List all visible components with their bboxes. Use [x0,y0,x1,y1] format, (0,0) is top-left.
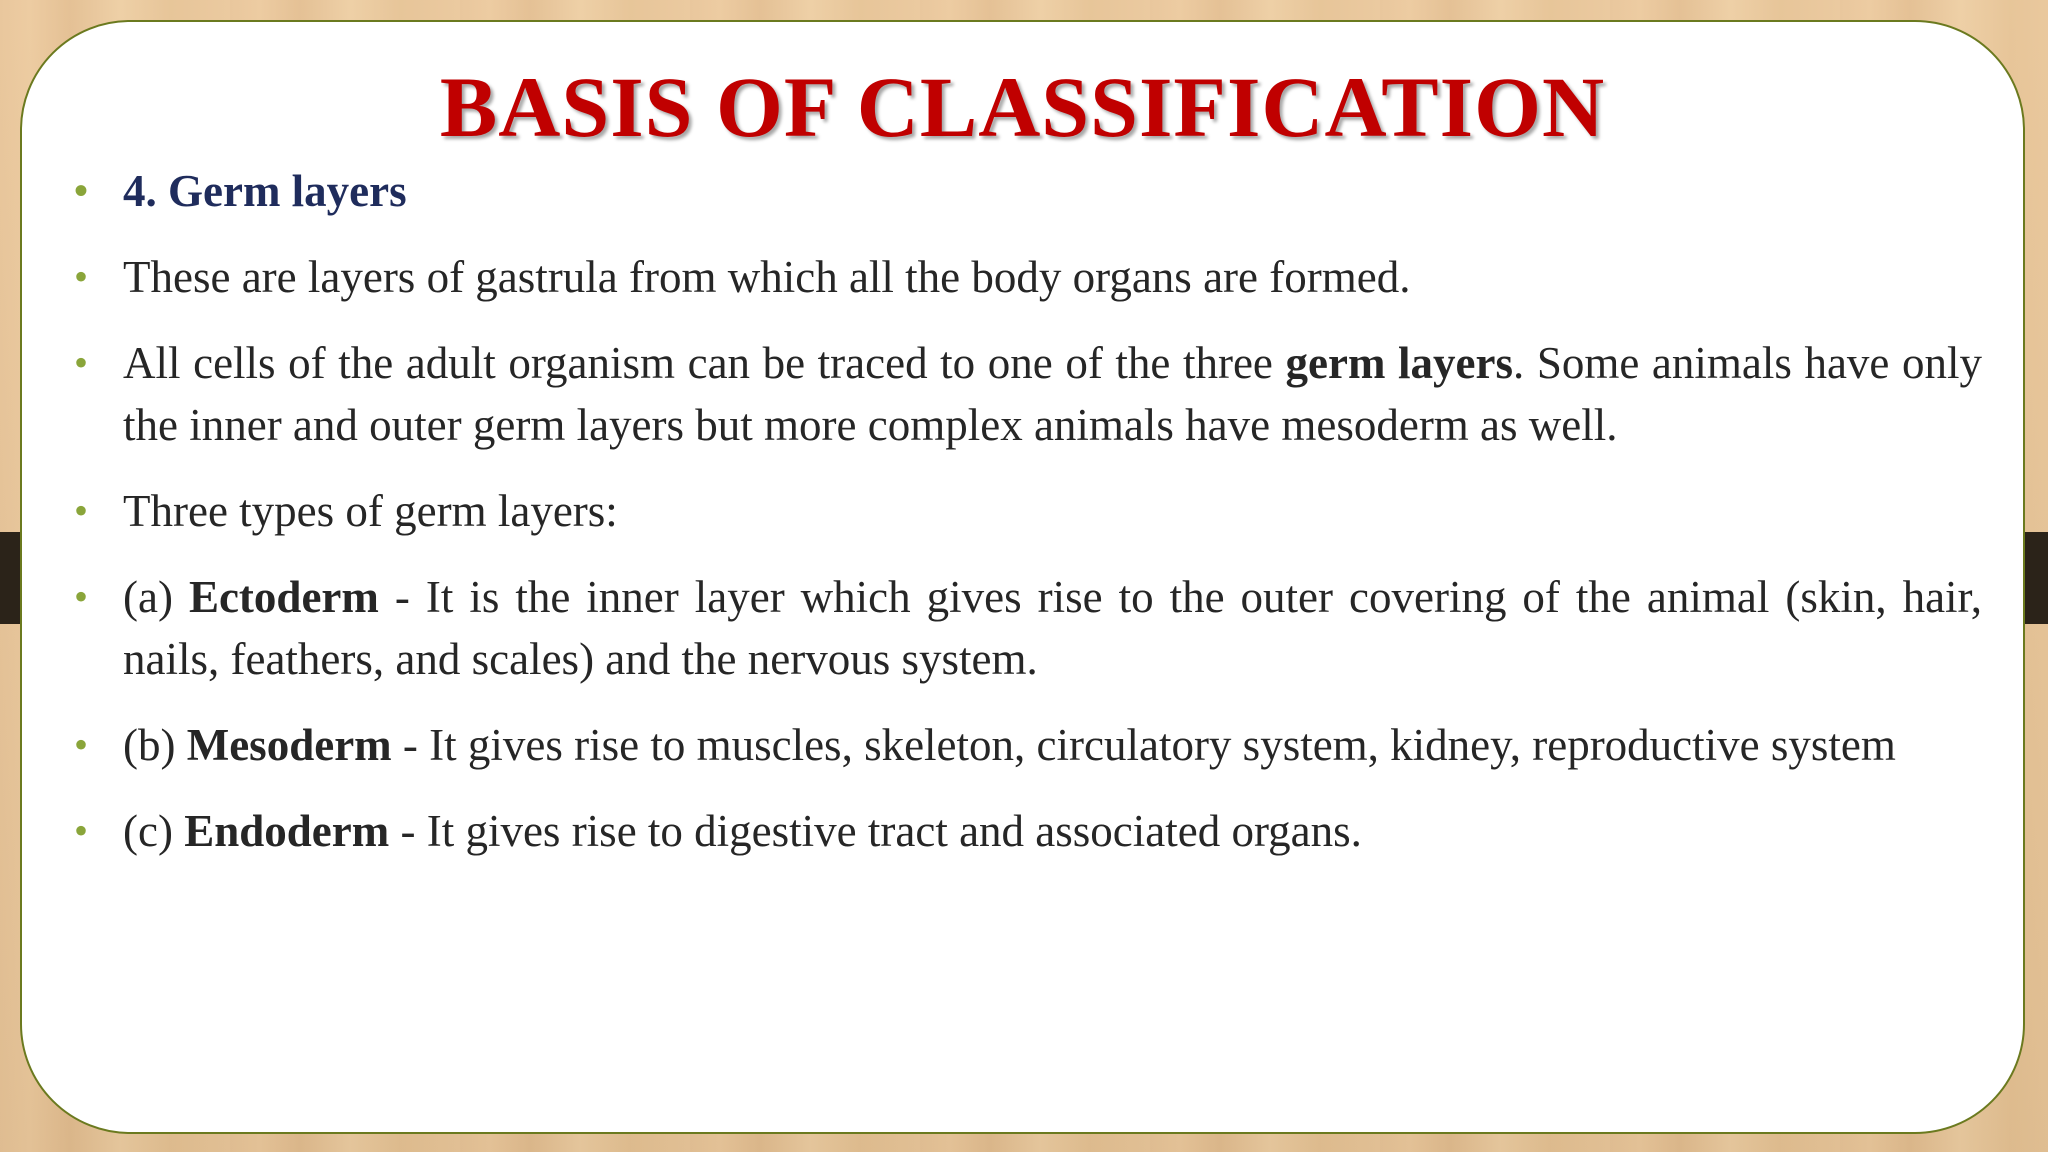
bullet-text-post: - It is the inner layer which gives rise to the outer covering of the animal (skin, hair, nails, feathers, and scales) and the nervous system. [123,572,1982,684]
bullet-text-bold: Ectoderm [188,572,379,622]
bullet-text: 4. Germ layers [123,166,407,216]
bullet-text: These are layers of gastrula from which all the body organs are formed. [123,252,1411,302]
bullet-item-ectoderm [74,566,1982,690]
bullet-text-post: - It gives rise to digestive tract and associated organs. [389,806,1362,856]
bullet-list [74,160,1982,886]
slide-card [20,20,2025,1134]
bullet-dot-icon: • [74,808,89,853]
bullet-text-bold: germ layers [1285,338,1513,388]
bullet-dot-icon: • [74,254,89,299]
bullet-text: Three types of germ layers: [123,486,618,536]
bullet-dot-icon: • [74,488,89,533]
bullet-text-pre: (a) [123,572,189,622]
bullet-dot-icon: • [74,574,89,619]
bullet-dot-icon: • [74,340,89,385]
bullet-text-bold: Mesoderm [186,720,392,770]
bullet-item-three-types [74,480,1982,542]
bullet-text-pre: (c) [123,806,185,856]
bullet-item-endoderm [74,800,1982,862]
bullet-text-pre: All cells of the adult organism can be traced to one of the three [123,338,1286,388]
bullet-text-post: . Some animals have only the inner and outer germ layers but more complex animals have mesoderm as well. [123,338,1983,450]
bullet-text-bold: Endoderm [184,806,390,856]
bullet-dot-icon: • [74,168,89,213]
slide-title: BASIS OF CLASSIFICATION [439,59,1606,155]
bullet-item-mesoderm [74,714,1982,776]
bullet-item-germ-layers-heading [74,160,1982,222]
bullet-item-gastrula-layers [74,246,1982,308]
bullet-text-pre: (b) [123,720,187,770]
bullet-item-adult-cells [74,332,1982,456]
bullet-dot-icon: • [74,722,89,767]
bullet-text-post: - It gives rise to muscles, skeleton, circulatory system, kidney, reproductive system [391,720,1896,770]
